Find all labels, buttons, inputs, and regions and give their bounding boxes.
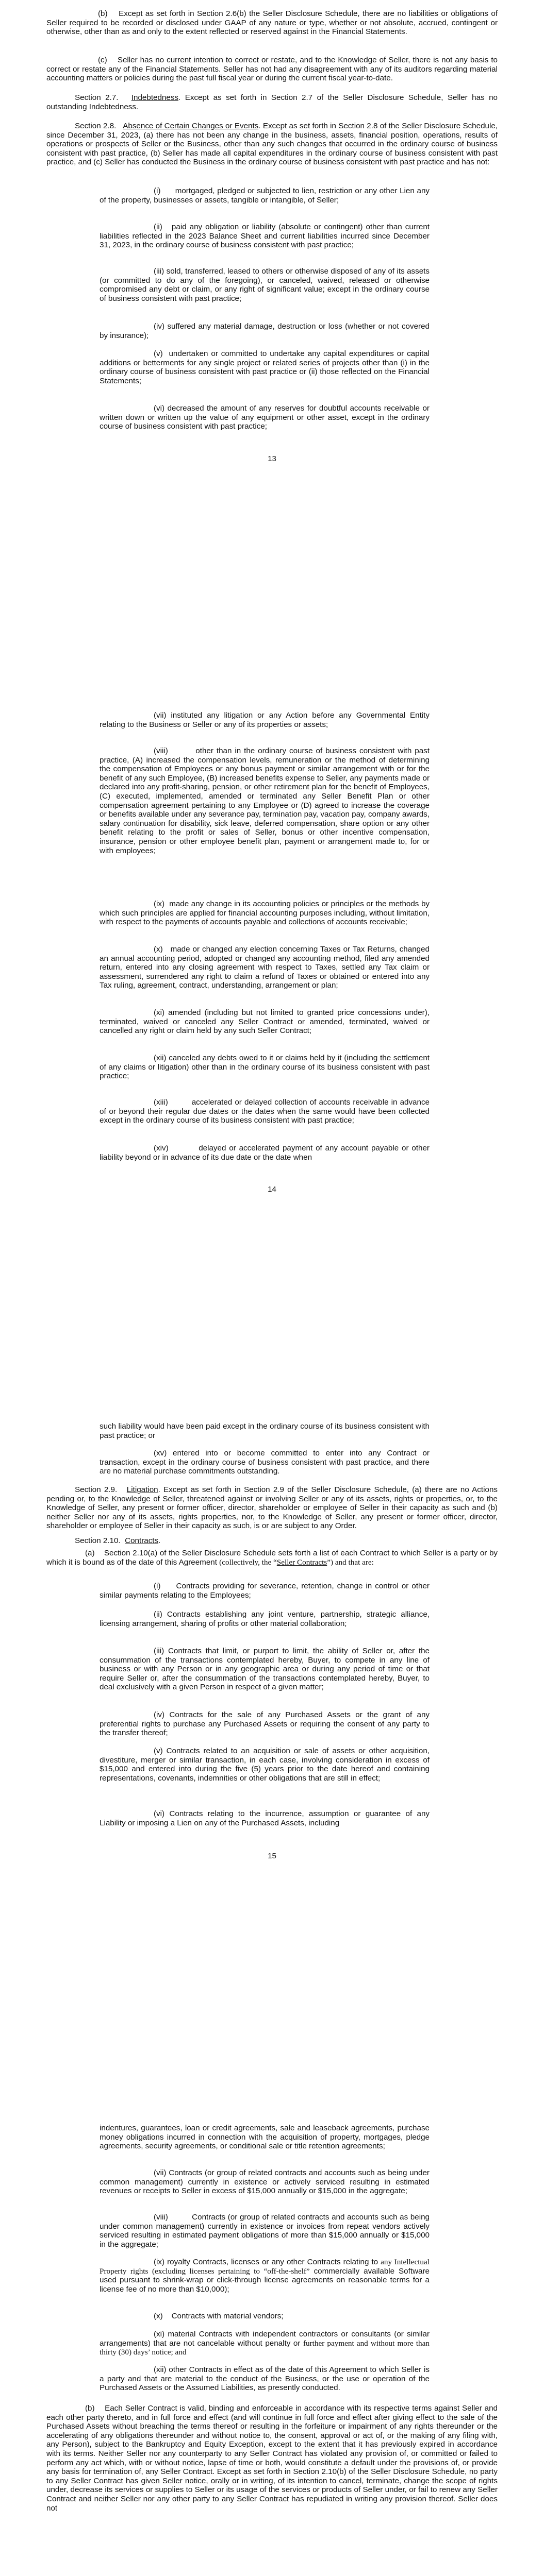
clause-2-8-ii: (ii) paid any obligation or liability (absolute or contingent) other than current liabilities reflected in the 2023 Balance Sheet and current liabilities incurred since December 31, 2023, in the ordinary course of business consistent with past practice; bbox=[100, 223, 430, 250]
clause-2-10-a-vii: (vii) Contracts (or group of related contracts and accounts such as being under common management) currently in existence or actively serviced resulting in estimated revenues or receipts to Seller in excess of $15,000 annually or $15,000 in the aggregate; bbox=[100, 2168, 430, 2196]
clause-2-10-a-i: (i) Contracts providing for severance, retention, change in control or other similar payments relating to the Employees; bbox=[100, 1582, 430, 1600]
clause-2-10-a-vi-continued: indentures, guarantees, loan or credit agreements, sale and leaseback agreements, purchase money obligations incurred in connection with the acquisition of property, mortgages, pledge agreements, security agreements, or conditional sale or title retention agreements; bbox=[100, 2124, 430, 2151]
paragraph-2-10-a: (a) Section 2.10(a) of the Seller Disclosure Schedule sets forth a list of each Contract to which Seller is a party or by which it is bound as of the date of this Agreement (collectively, the “Seller Contracts”) and that are: bbox=[46, 1549, 498, 1567]
clause-2-10-a-xi: (xi) material Contracts with independent contractors or consultants (or similar arrangements) that are not cancelable without penalty or further payment and without more than thirty (30) days’ notice; and bbox=[100, 2330, 430, 2357]
clause-2-8-xiv: (xiv) delayed or accelerated payment of any account payable or other liability beyond or in advance of its due date or the date when bbox=[100, 1144, 430, 1162]
clause-2-8-xi: (xi) amended (including but not limited to granted price concessions under), terminated, waived or canceled any Seller Contract or amended, terminated, waived or cancelled any right or claim held by any such Seller Contract; bbox=[100, 1008, 430, 1036]
clause-2-10-a-v: (v) Contracts related to an acquisition or sale of assets or other acquisition, divestiture, merger or similar transaction, in each case, involving consideration in excess of $15,000 and entered into during the five (5) years prior to the date hereof and containing representations, covenants, indemnities or other obligations that are still in effect; bbox=[100, 1747, 430, 1783]
clause-2-8-x: (x) made or changed any election concerning Taxes or Tax Returns, changed an annual accounting period, adopted or changed any accounting method, filed any amended return, entered into any closing agreement with respect to Taxes, settled any Tax claim or assessment, surrendered any right to claim a refund of Taxes or obtained or entered into any Tax ruling, agreement, contract, understanding, arrangement or plan; bbox=[100, 945, 430, 990]
clause-2-10-a-vi: (vi) Contracts relating to the incurrence, assumption or guarantee of any Liability or imposing a Lien on any of the Purchased Assets, including bbox=[100, 1809, 430, 1827]
clause-2-8-xiv-continued: such liability would have been paid except in the ordinary course of its business consistent with past practice; or bbox=[100, 1422, 430, 1440]
page-number: 13 bbox=[268, 454, 276, 463]
page-14 bbox=[0, 703, 544, 1406]
section-2-7-indebtedness: Section 2.7. Indebtedness. Except as set forth in Section 2.7 of the Seller Disclosure Schedule, Seller has no outstanding Indebtedness. bbox=[46, 93, 498, 111]
page-number: 14 bbox=[268, 1185, 276, 1194]
page-13 bbox=[0, 0, 544, 703]
clause-2-8-vii: (vii) instituted any litigation or any Action before any Governmental Entity relating to the Business or Seller or any of its properties or assets; bbox=[100, 711, 430, 729]
clause-2-8-v: (v) undertaken or committed to undertake any capital expenditures or capital additions or betterments for any single project or related series of projects other than (i) in the ordinary course of business consistent with past practice or (ii) those reflected on the Financial Statements; bbox=[100, 349, 430, 385]
section-heading: Indebtedness bbox=[131, 93, 179, 102]
section-heading: Contracts bbox=[125, 1536, 159, 1545]
paragraph-2-10-b: (b) Each Seller Contract is valid, binding and enforceable in accordance with its respective terms against Seller and each other party thereto, and in full force and effect (and will continue in full force and effect after giving effect to the sale of the Purchased Assets without breaching the terms thereof or resulting in the forfeiture or impairment of any rights thereunder or the accelerating of any obligations thereunder and without notice to, the consent, approval or act of, or the making of any filing with, any Person), subject to the Bankruptcy and Equity Exception, except to the extent that it has previously expired in accordance with its terms. Neither Seller nor any counterparty to any Seller Contract has violated any provision of, or committed or failed to perform any act which, with or without notice, lapse of time or both, would constitute a default under the provisions of, or provide any basis for termination of, any Seller Contract. Except as set forth in Section 2.10(b) of the Seller Disclosure Schedule, no party to any Seller Contract has given Seller notice, orally or in writing, of its intention to cancel, terminate, change the scope of rights under, decrease its services or supplies to Seller or its usage of the services or products of Seller under, or fail to renew any Seller Contract and neither Seller nor any other party to any Seller Contract has repudiated in writing any provision thereof. Seller does not bbox=[46, 2404, 498, 2513]
clause-2-10-a-ix: (ix) royalty Contracts, licenses or any other Contracts relating to any Intellectual Property rights (excluding licenses pertaining to “off-the-shelf” commercially available Software used pursuant to shrink-wrap or click-through license agreements on reasonable terms for a license fee of no more than $10,000); bbox=[100, 2258, 430, 2294]
clause-2-8-xv: (xv) entered into or become committed to enter into any Contract or transaction, except in the ordinary course of business consistent with past practice, and there are no material purchase commitments outstanding. bbox=[100, 1449, 430, 1476]
clause-2-10-a-xii: (xii) other Contracts in effect as of the date of this Agreement to which Seller is a party and that are material to the conduct of the Business, or the use or operation of the Purchased Assets or the Assumed Liabilities, as presently conducted. bbox=[100, 2365, 430, 2393]
defined-term: Seller Contracts bbox=[276, 1557, 327, 1567]
clause-2-8-iii: (iii) sold, transferred, leased to others or otherwise disposed of any of its assets (or committed to do any of the foregoing), or canceled, waived, released or otherwise compromised any debt or claim, or any right of significant value; except in the ordinary course of business consistent with past practice; bbox=[100, 267, 430, 303]
section-heading: Litigation bbox=[126, 1485, 158, 1494]
clause-2-10-a-viii: (viii) Contracts (or group of related contracts and accounts such as being under common management) currently in existence or invoices from repeat vendors actively serviced resulting in estimated payment obligations of more than $15,000 annually or $15,000 in the aggregate; bbox=[100, 2213, 430, 2249]
clause-2-10-a-x: (x) Contracts with material vendors; bbox=[154, 2312, 284, 2320]
paragraph-2-6-b: (b) Except as set forth in Section 2.6(b) the Seller Disclosure Schedule, there are no liabilities or obligations of Seller required to be recorded or disclosed under GAAP of any nature or type, whether or not absolute, accrued, contingent or otherwise, other than as and only to the extent reflected or reserved against in the Financial Statements. bbox=[46, 9, 498, 37]
section-2-8-absence-of-changes: Section 2.8. Absence of Certain Changes or Events. Except as set forth in Section 2.8 of the Seller Disclosure Schedule, since December 31, 2023, (a) there has not been any change in the business, assets, financial position, operations, results of operations or prospects of Seller or the Business, other than any such changes that occurred in the ordinary course of business consistent with past practice, (b) Seller has made all capital expenditures in the ordinary course of business consistent with past practice, and (c) Seller has conducted the Business in the ordinary course of business consistent with past practice and has not: bbox=[46, 122, 498, 167]
paragraph-2-6-c: (c) Seller has no current intention to correct or restate, and to the Knowledge of Seller, there is not any basis to correct or restate any of the Financial Statements. Seller has not had any disagreement with any of its auditors regarding material accounting matters or policies during the past full fiscal year or during the current fiscal year-to-date. bbox=[46, 56, 498, 83]
clause-2-8-vi: (vi) decreased the amount of any reserves for doubtful accounts receivable or written down or written up the value of any equipment or other asset, except in the ordinary course of business consistent with past practice; bbox=[100, 404, 430, 431]
clause-2-8-iv: (iv) suffered any material damage, destruction or loss (whether or not covered by insurance); bbox=[100, 322, 430, 340]
clause-2-10-a-iv: (iv) Contracts for the sale of any Purchased Assets or the grant of any preferential rights to purchase any Purchased Assets or requiring the consent of any party to the transfer thereof; bbox=[100, 1710, 430, 1738]
page-number: 15 bbox=[268, 1852, 276, 1860]
clause-2-8-xii: (xii) canceled any debts owed to it or claims held by it (including the settlement of any claims or litigation) other than in the ordinary course of its business consistent with past practice; bbox=[100, 1054, 430, 1081]
clause-2-8-i: (i) mortgaged, pledged or subjected to lien, restriction or any other Lien any of the property, businesses or assets, tangible or intangible, of Seller; bbox=[100, 187, 430, 205]
clause-2-10-a-iii: (iii) Contracts that limit, or purport to limit, the ability of Seller or, after the consummation of the transactions contemplated hereby, Buyer, to compete in any line of business or with any Person or in any geographic area or during any period of time or that require Seller or, after the consummation of the transactions contemplated hereby, Buyer, to deal exclusively with a given Person in respect of a given matter; bbox=[100, 1647, 430, 1692]
page-15 bbox=[0, 1406, 544, 2110]
clause-2-8-xiii: (xiii) accelerated or delayed collection of accounts receivable in advance of or beyond their regular due dates or the dates when the same would have been collected except in the ordinary course of its business consistent with past practice; bbox=[100, 1098, 430, 1125]
clause-2-8-viii: (viii) other than in the ordinary course of business consistent with past practice, (A) increased the compensation levels, remuneration or the method of determining the compensation of Employees or any bonus payment or similar arrangement with or for the benefit of any such Employee, (B) increased benefits expense to Seller, any payments made or declared into any profit-sharing, pension, or other retirement plan for the benefit of Employees, (C) executed, implemented, amended or terminated any Seller Benefit Plan or other compensation agreement pertaining to any Employee or (D) agreed to increase the coverage or benefits available under any severance pay, termination pay, vacation pay, company awards, salary continuation for disability, sick leave, deferred compensation, share option or any other benefit relating to the profit or sales of Seller, bonus or other incentive compensation, insurance, pension or other employee benefit plan, payment or arrangement made to, for or with employees; bbox=[100, 747, 430, 855]
page-16 bbox=[0, 2110, 544, 2576]
section-2-9-litigation: Section 2.9. Litigation. Except as set forth in Section 2.9 of the Seller Disclosure Schedule, (a) there are no Actions pending or, to the Knowledge of Seller, threatened against or involving Seller or any of its assets, rights or properties, or, to the Knowledge of Seller, any present or former officer, director, shareholder or employee of Seller in their capacity as such and (b) neither Seller nor any of its assets, rights properties, nor, to the Knowledge of Seller, any present or former officer, director, shareholder or employee of Seller in their capacity as such, is or are subject to any Order. bbox=[46, 1485, 498, 1531]
section-heading: Absence of Certain Changes or Events bbox=[123, 122, 259, 130]
clause-2-8-ix: (ix) made any change in its accounting policies or principles or the methods by which such principles are applied for financial accounting purposes including, without limitation, with respect to the payments of accounts payable and collections of accounts receivable; bbox=[100, 900, 430, 927]
section-2-10-contracts: Section 2.10. Contracts. bbox=[75, 1536, 161, 1545]
clause-2-10-a-ii: (ii) Contracts establishing any joint venture, partnership, strategic alliance, licensing arrangement, sharing of profits or other material collaboration; bbox=[100, 1610, 430, 1628]
